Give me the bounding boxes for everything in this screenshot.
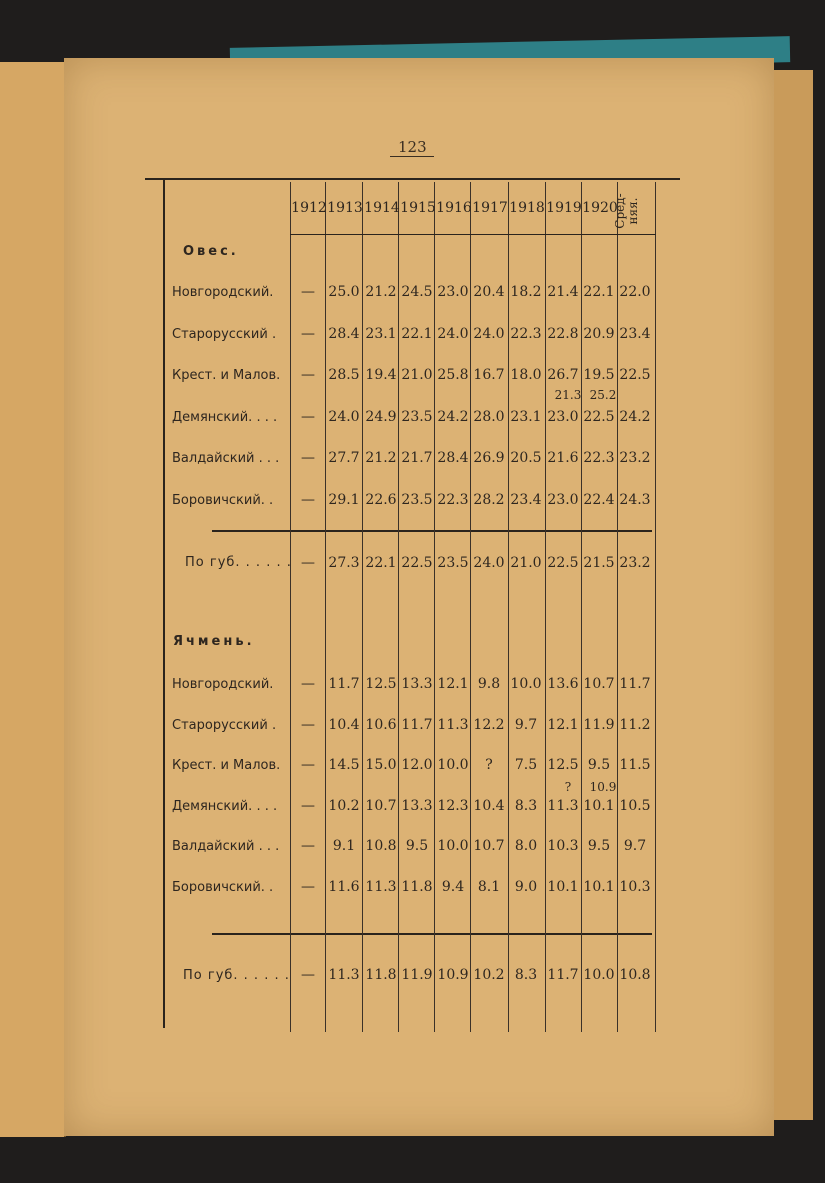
table-cell: 16.7	[473, 367, 505, 383]
table-cell: ?	[485, 757, 493, 773]
total-cell: 11.8	[365, 967, 397, 983]
column-rule	[470, 182, 471, 1032]
table-cell: 10.5	[619, 797, 651, 814]
table-cell: 9.0	[514, 878, 538, 895]
table-cell: 24.9	[365, 408, 397, 425]
table-cell: 26.7	[547, 367, 579, 383]
table-cell: 11.3	[547, 797, 579, 814]
oats-section-title: Овес.	[183, 244, 239, 259]
table-cell: 12.1	[437, 676, 469, 692]
oats-total-rule	[212, 530, 652, 532]
table-top-rule	[145, 178, 680, 180]
table-cell: 10.0	[437, 757, 469, 773]
table-cell: 18.2	[510, 284, 542, 300]
table-cell: 23.0	[547, 408, 579, 425]
total-cell: 23.2	[619, 555, 651, 571]
total-cell: 10.2	[473, 967, 505, 983]
table-cell: 10.0	[437, 838, 469, 854]
year-column-header: 1918	[509, 200, 545, 216]
row-label: Старорусский .	[172, 326, 277, 342]
table-cell: 11.3	[437, 716, 469, 733]
table-cell: 23.5	[401, 491, 433, 508]
table-cell: —	[301, 284, 315, 300]
table-cell: 11.5	[619, 757, 651, 773]
header-bottom-rule	[290, 234, 656, 235]
total-cell: 10.8	[619, 967, 651, 983]
average-header: Сред-няя.	[613, 193, 640, 229]
table-cell: 10.4	[473, 797, 505, 814]
row-label: Боровичский. .	[172, 492, 274, 508]
total-cell: 21.0	[510, 555, 542, 571]
table-cell: —	[301, 716, 315, 733]
table-cell: 10.7	[583, 676, 615, 692]
table-cell: 21.2	[365, 284, 397, 300]
table-cell: 10.1	[583, 797, 615, 814]
table-cell: 12.1	[547, 716, 579, 733]
row-label: Крест. и Малов.	[172, 368, 281, 383]
table-cell: 10.2	[328, 797, 360, 814]
table-cell: 9.7	[514, 716, 538, 733]
table-cell: 24.0	[328, 408, 360, 425]
table-cell: 26.9	[473, 450, 505, 466]
table-cell: 20.9	[583, 325, 615, 342]
table-cell: 24.5	[401, 284, 433, 300]
table-cell: 12.5	[365, 676, 397, 692]
page-number: 123	[398, 138, 427, 156]
table-cell: 11.8	[401, 878, 433, 895]
table-cell: 22.4	[583, 491, 615, 508]
total-cell: 11.9	[401, 967, 433, 983]
total-cell: 27.3	[328, 555, 360, 571]
total-cell: 22.1	[365, 555, 397, 571]
table-cell: 23.0	[437, 284, 469, 300]
row-label: Новгородский.	[172, 285, 274, 300]
column-rule	[508, 182, 509, 1032]
table-cell: 22.5	[583, 408, 615, 425]
table-cell: 23.2	[619, 450, 651, 466]
row-label: Старорусский .	[172, 717, 277, 733]
total-cell: 11.7	[547, 967, 579, 983]
table-cell: 11.7	[619, 676, 651, 692]
total-cell: 23.5	[437, 555, 469, 571]
table-cell: 10.4	[328, 716, 360, 733]
row-label: Крест. и Малов.	[172, 758, 281, 773]
table-cell: —	[301, 878, 315, 895]
table-cell: 23.4	[510, 491, 542, 508]
table-cell: 21.4	[547, 284, 579, 300]
table-cell: —	[301, 838, 315, 854]
total-cell: 22.5	[401, 555, 433, 571]
right-page-edge	[772, 70, 813, 1120]
table-cell: —	[301, 325, 315, 342]
table-cell: 10.3	[619, 878, 651, 895]
table-cell: 24.3	[619, 491, 651, 508]
table-cell: 9.7	[623, 838, 647, 854]
table-cell: 13.3	[401, 797, 433, 814]
table-cell: 25.8	[437, 367, 469, 383]
total-cell: 10.0	[583, 967, 615, 983]
total-cell: 24.0	[473, 555, 505, 571]
table-cell: 24.0	[473, 325, 505, 342]
row-label: Валдайский . . .	[172, 839, 280, 854]
table-cell: 11.6	[328, 878, 360, 895]
row-label: Новгородский.	[172, 677, 274, 692]
total-cell: 22.5	[547, 555, 579, 571]
year-column-header: 1912	[291, 200, 327, 216]
table-cell: 28.2	[473, 491, 505, 508]
table-cell: 12.2	[473, 716, 505, 733]
row-label: Демянский. . . .	[172, 798, 278, 814]
table-cell: 10.1	[583, 878, 615, 895]
year-column-header: 1919	[546, 200, 582, 216]
table-cell: 19.5	[583, 367, 615, 383]
table-cell: 23.1	[510, 408, 542, 425]
column-rule	[434, 182, 435, 1032]
table-left-rule	[163, 180, 165, 1028]
total-cell: —	[301, 555, 315, 571]
table-cell: 9.4	[441, 878, 465, 895]
year-column-header: 1914	[364, 200, 400, 216]
column-rule	[398, 182, 399, 1032]
table-cell: 9.1	[332, 838, 356, 854]
table-cell: 22.6	[365, 491, 397, 508]
table-cell: 21.7	[401, 450, 433, 466]
table-cell: 23.5	[401, 408, 433, 425]
table-cell: —	[301, 757, 315, 773]
total-cell: 8.3	[514, 967, 538, 983]
total-cell: 10.9	[437, 967, 469, 983]
left-page-edge	[0, 62, 66, 1137]
table-cell: 10.1	[547, 878, 579, 895]
table-cell: 22.3	[437, 491, 469, 508]
barley-extra-1920: 10.9	[589, 780, 617, 794]
table-cell: 18.0	[510, 367, 542, 383]
barley-section-title: Ячмень.	[173, 634, 255, 649]
oats-extra-1920: 25.2	[589, 388, 617, 402]
year-column-header: 1913	[327, 200, 363, 216]
table-cell: 10.6	[365, 716, 397, 733]
table-cell: 22.1	[401, 325, 433, 342]
row-label: Боровичский. .	[172, 879, 274, 895]
table-cell: 29.1	[328, 491, 360, 508]
year-column-header: 1920	[582, 200, 618, 216]
table-cell: 23.0	[547, 491, 579, 508]
table-cell: —	[301, 367, 315, 383]
oats-extra-1919: 21.3	[554, 388, 582, 402]
column-rule	[581, 182, 582, 1032]
table-cell: 21.6	[547, 450, 579, 466]
table-cell: 21.0	[401, 367, 433, 383]
table-cell: 24.0	[437, 325, 469, 342]
table-cell: 10.7	[365, 797, 397, 814]
table-cell: 12.3	[437, 797, 469, 814]
table-cell: 28.4	[437, 450, 469, 466]
oats-total-label: По губ. . . . . .	[185, 555, 292, 570]
table-cell: 13.3	[401, 676, 433, 692]
table-cell: 13.6	[547, 676, 579, 692]
table-cell: —	[301, 797, 315, 814]
table-cell: 24.2	[619, 408, 651, 425]
table-cell: 11.7	[401, 716, 433, 733]
table-cell: —	[301, 450, 315, 466]
barley-total-rule	[212, 933, 652, 935]
table-cell: 22.3	[510, 325, 542, 342]
total-cell: —	[301, 967, 315, 983]
table-cell: 20.5	[510, 450, 542, 466]
column-rule	[545, 182, 546, 1032]
table-cell: 22.0	[619, 284, 651, 300]
table-cell: 23.1	[365, 325, 397, 342]
column-rule	[325, 182, 326, 1032]
table-cell: 27.7	[328, 450, 360, 466]
table-cell: 24.2	[437, 408, 469, 425]
column-rule	[290, 182, 291, 1032]
table-cell: 9.8	[477, 676, 501, 692]
table-cell: 22.8	[547, 325, 579, 342]
year-column-header: 1917	[472, 200, 508, 216]
row-label: Демянский. . . .	[172, 409, 278, 425]
column-rule	[362, 182, 363, 1032]
table-cell: 9.5	[587, 838, 611, 854]
column-rule	[655, 182, 656, 1032]
barley-total-label: По губ. . . . . .	[183, 968, 290, 983]
table-cell: 8.3	[514, 797, 538, 814]
column-rule	[617, 182, 618, 1032]
table-cell: 7.5	[514, 757, 538, 773]
table-cell: —	[301, 491, 315, 508]
table-cell: 10.8	[365, 838, 397, 854]
table-cell: 22.3	[583, 450, 615, 466]
table-cell: 22.5	[619, 367, 651, 383]
table-cell: 19.4	[365, 367, 397, 383]
table-cell: 11.3	[365, 878, 397, 895]
table-cell: 12.0	[401, 757, 433, 773]
table-cell: 22.1	[583, 284, 615, 300]
table-cell: 10.7	[473, 838, 505, 854]
table-cell: —	[301, 676, 315, 692]
table-cell: 9.5	[587, 757, 611, 773]
total-cell: 21.5	[583, 555, 615, 571]
table-cell: 23.4	[619, 325, 651, 342]
table-cell: —	[301, 408, 315, 425]
table-cell: 28.0	[473, 408, 505, 425]
table-cell: 8.0	[514, 838, 538, 854]
table-cell: 14.5	[328, 757, 360, 773]
row-label: Валдайский . . .	[172, 451, 280, 466]
table-cell: 21.2	[365, 450, 397, 466]
table-cell: 15.0	[365, 757, 397, 773]
table-cell: 10.3	[547, 838, 579, 854]
year-column-header: 1916	[436, 200, 472, 216]
year-column-header: 1915	[400, 200, 436, 216]
table-cell: 12.5	[547, 757, 579, 773]
table-cell: 20.4	[473, 284, 505, 300]
table-cell: 9.5	[405, 838, 429, 854]
total-cell: 11.3	[328, 967, 360, 983]
table-cell: 8.1	[477, 878, 501, 895]
table-cell: 11.7	[328, 676, 360, 692]
table-cell: 28.4	[328, 325, 360, 342]
table-cell: 25.0	[328, 284, 360, 300]
table-cell: 10.0	[510, 676, 542, 692]
table-cell: 11.2	[619, 716, 651, 733]
page-number-rule	[390, 156, 434, 157]
barley-extra-1919: ?	[564, 780, 572, 794]
table-cell: 11.9	[583, 716, 615, 733]
table-cell: 28.5	[328, 367, 360, 383]
